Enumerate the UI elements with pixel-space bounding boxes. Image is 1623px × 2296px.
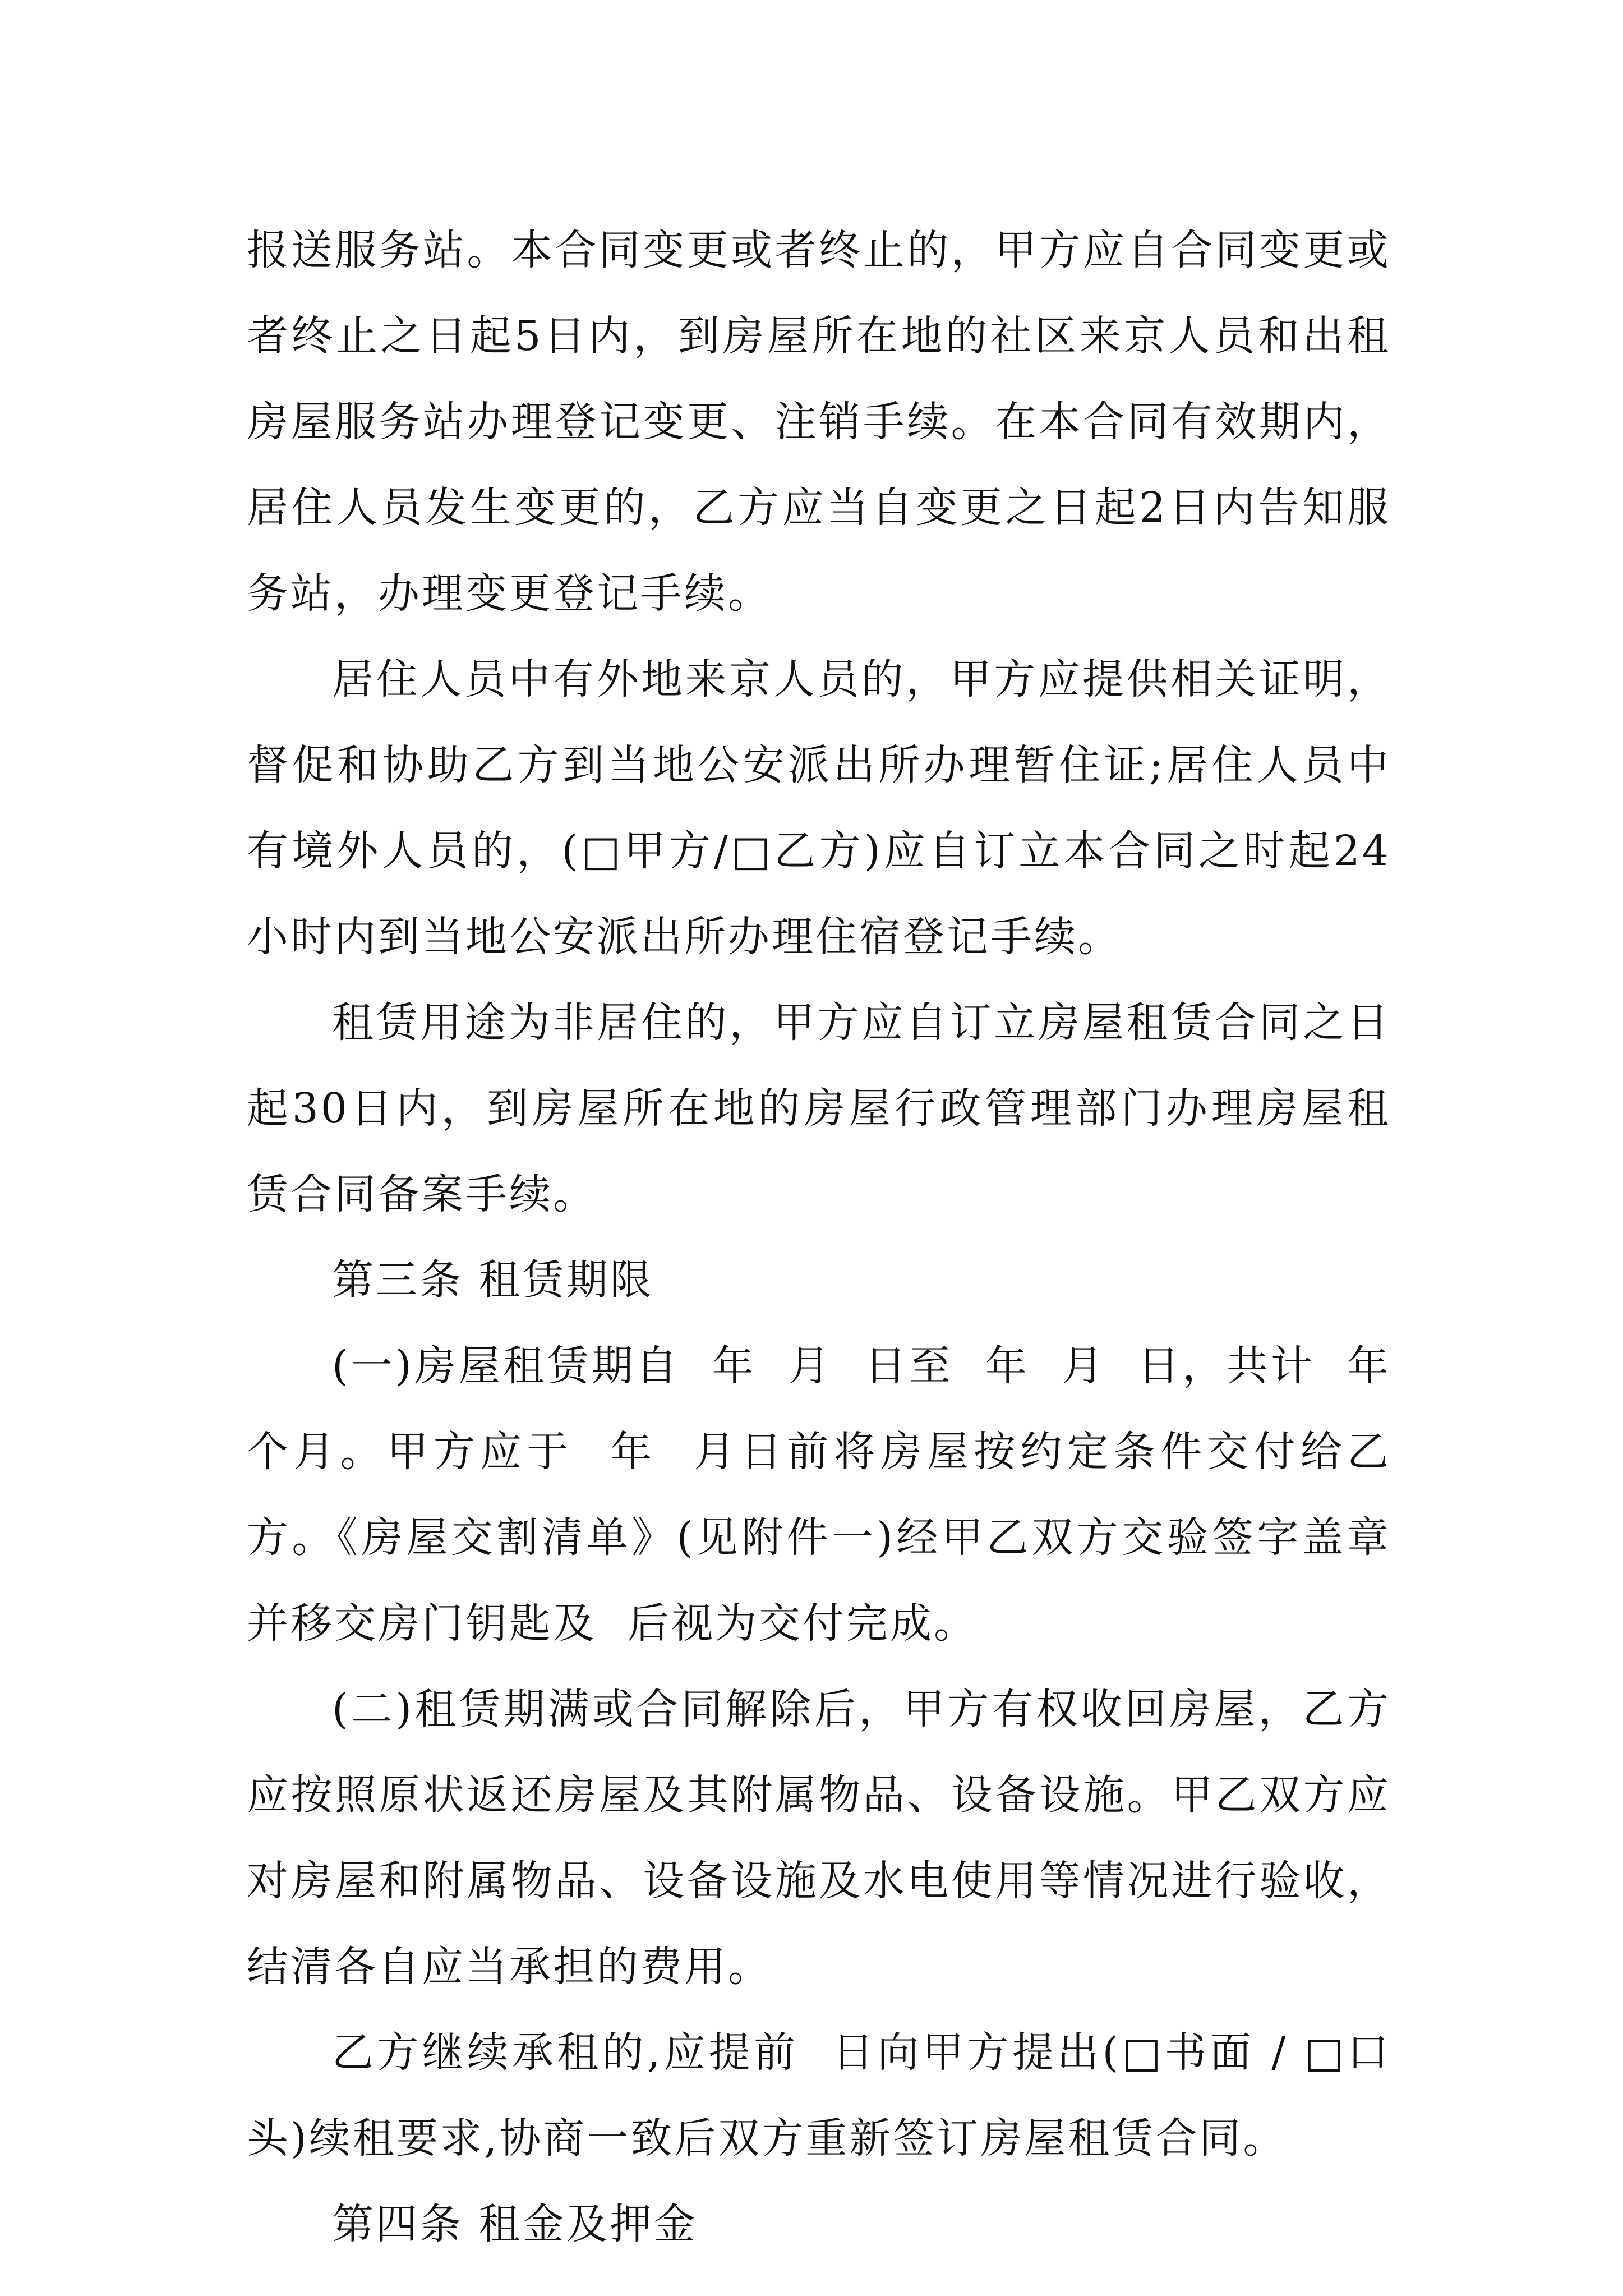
article-4-heading: 第四条 租金及押金	[332, 2200, 698, 2248]
paragraph-registration-changes: 报送服务站。本合同变更或者终止的，甲方应自合同变更或者终止之日起5日内，到房屋所在地的社区来京人员和出租房屋服务站办理登记变更、注销手续。在本合同有效期内，居住人员发生变更的，乙方应当自变更之日起2日内告知服务站，办理变更登记手续。	[247, 226, 1391, 618]
paragraph-lease-term: (一)房屋租赁期自 年 月 日至 年 月 日，共计 年 个月。甲方应于 年 月日前将房屋按约定条件交付给乙方。《房屋交割清单》(见附件一)经甲乙双方交验签字盖章并移交房门钥匙及 后视为交付完成。	[247, 1342, 1422, 1648]
article-3-heading: 第三条 租赁期限	[332, 1256, 654, 1304]
paragraph-lease-expiry: (二)租赁期满或合同解除后，甲方有权收回房屋，乙方应按照原状返还房屋及其附属物品、设备设施。甲乙双方应对房屋和附属物品、设备设施及水电使用等情况进行验收，结清各自应当承担的费用。	[247, 1685, 1391, 1991]
paragraph-nonresidential-use: 租赁用途为非居住的，甲方应自订立房屋租赁合同之日起30日内，到房屋所在地的房屋行政管理部门办理房屋租赁合同备案手续。	[247, 999, 1391, 1218]
document-body	[247, 208, 1422, 2267]
paragraph-lease-renewal: 乙方继续承租的,应提前 日向甲方提出(□书面 / □口头)续租要求,协商一致后双方重新签订房屋租赁合同。	[247, 2028, 1391, 2162]
paragraph-nonlocal-residents: 居住人员中有外地来京人员的，甲方应提供相关证明，督促和协助乙方到当地公安派出所办理暂住证;居住人员中有境外人员的，(□甲方/□乙方)应自订立本合同之时起24小时内到当地公安派出所办理住宿登记手续。	[247, 655, 1391, 961]
